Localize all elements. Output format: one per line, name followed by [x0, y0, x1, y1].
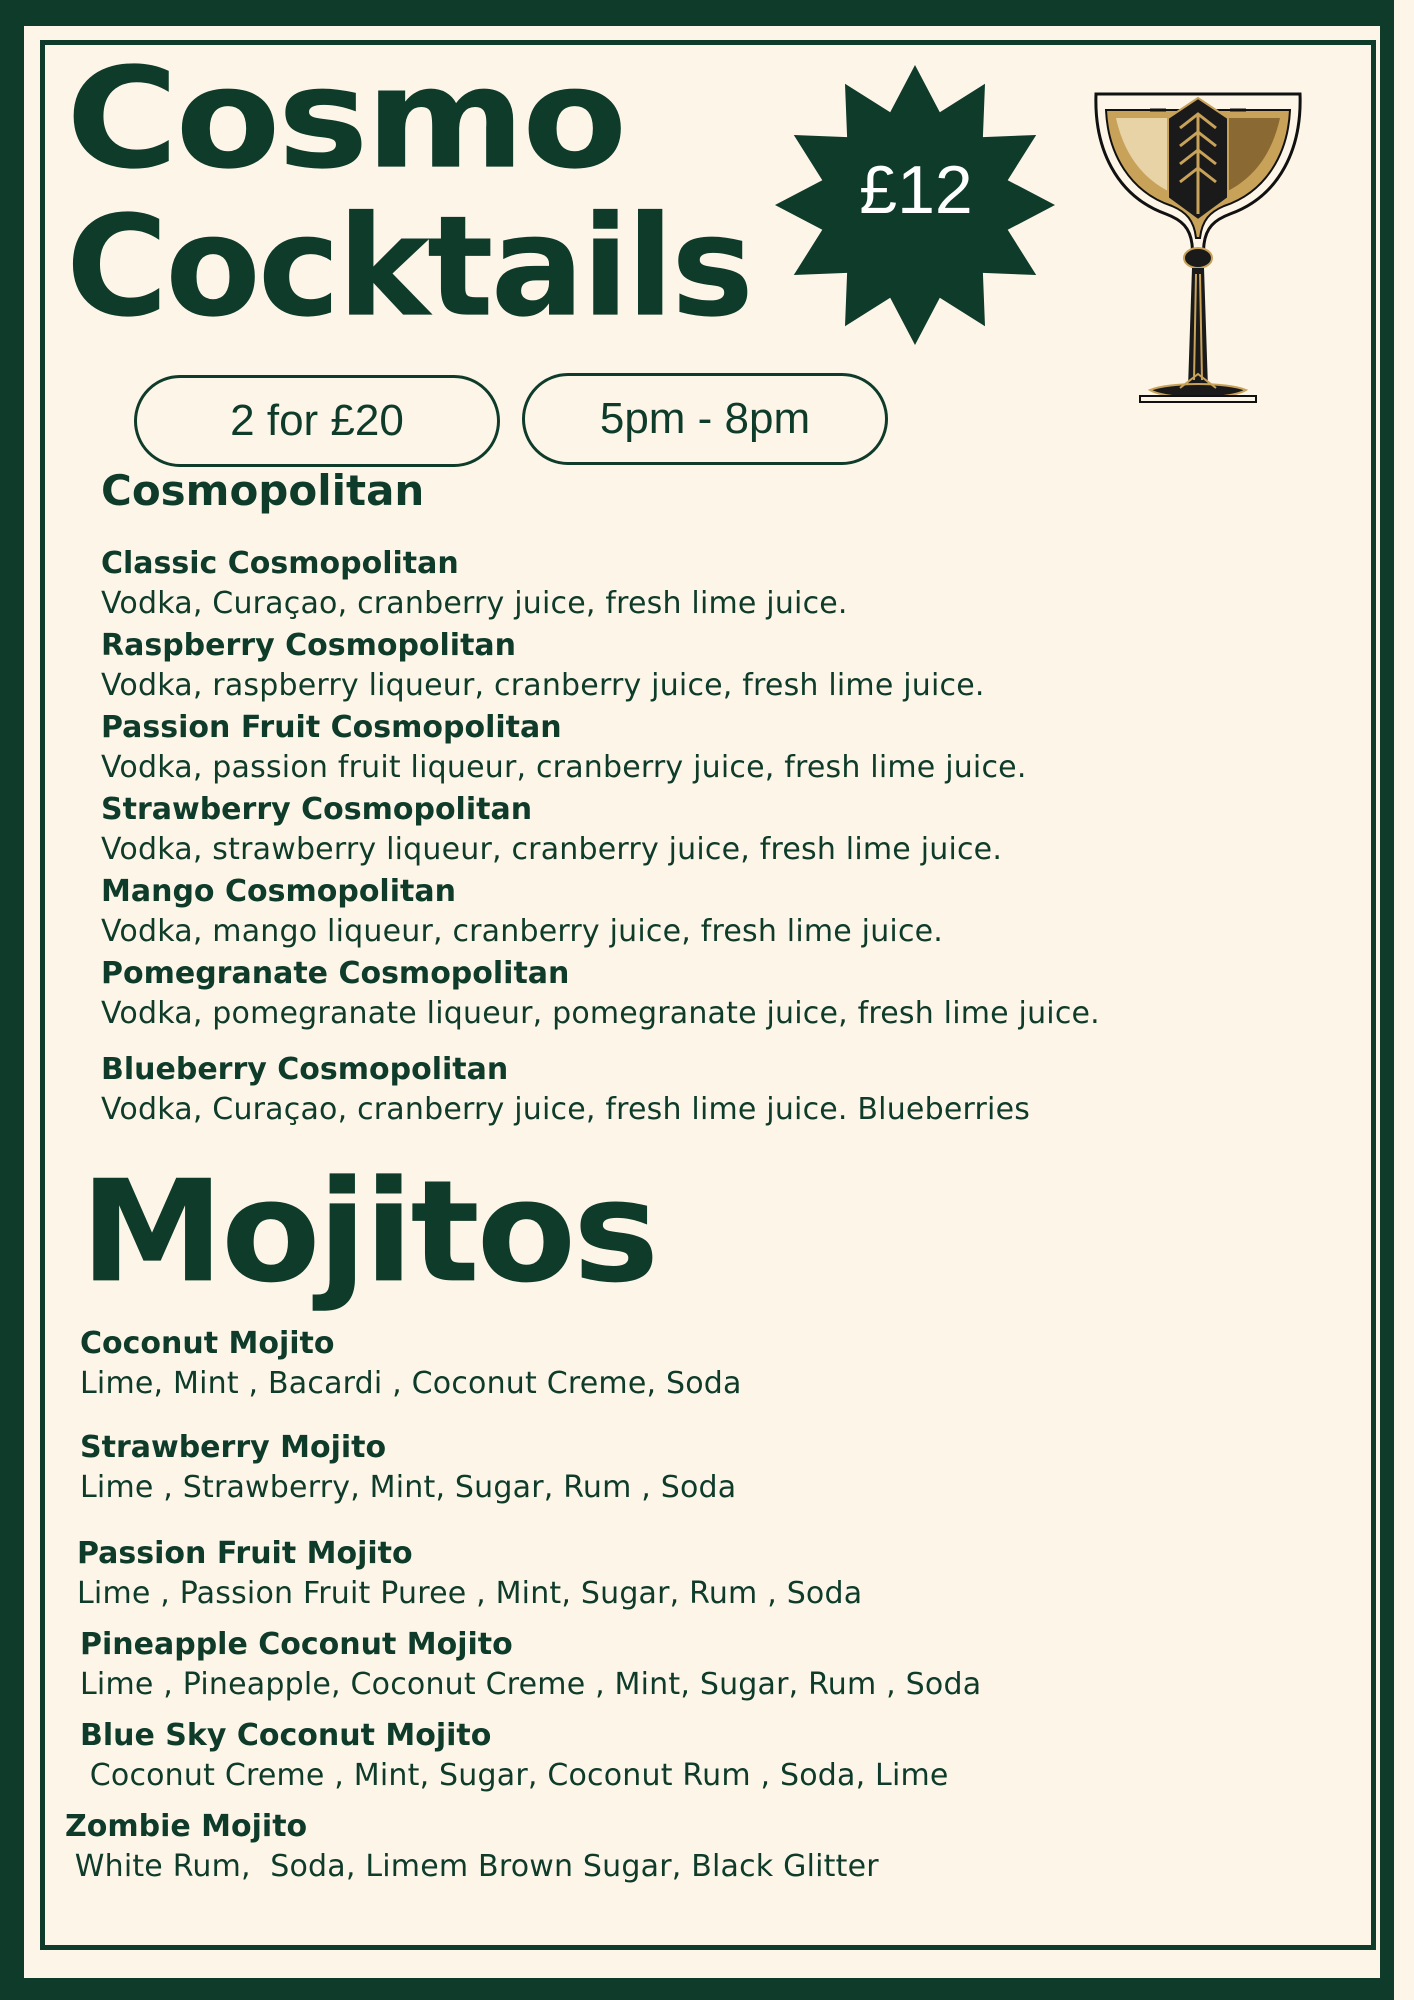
- item-description: Lime , Pineapple, Coconut Creme , Mint, Sugar, Rum , Soda: [80, 1667, 982, 1702]
- item-description: Vodka, Curaçao, cranberry juice, fresh lime juice.: [101, 586, 848, 621]
- item-name: Passion Fruit Cosmopolitan: [101, 710, 562, 745]
- list-item: [101, 1050, 1030, 1130]
- item-description: Vodka, Curaçao, cranberry juice, fresh lime juice. Blueberries: [101, 1092, 1031, 1127]
- cosmopolitan-heading: Cosmopolitan: [101, 466, 425, 515]
- list-item: [101, 626, 985, 706]
- price-label: £12: [859, 152, 973, 228]
- item-description: Lime , Strawberry, Mint, Sugar, Rum , Soda: [80, 1470, 737, 1505]
- cocktail-glass-icon: [1090, 88, 1306, 414]
- list-item: [101, 954, 1100, 1034]
- item-description: Vodka, pomegranate liqueur, pomegranate juice, fresh lime juice.: [101, 996, 1100, 1031]
- starburst-badge-icon: [770, 60, 1060, 350]
- item-name: Passion Fruit Mojito: [77, 1536, 413, 1571]
- list-item: [80, 1625, 981, 1705]
- item-description: White Rum, Soda, Limem Brown Sugar, Black Glitter: [65, 1849, 879, 1884]
- list-item: [77, 1534, 862, 1614]
- list-item: [101, 790, 1002, 870]
- time-pill: 5pm - 8pm: [522, 373, 888, 465]
- item-name: Zombie Mojito: [65, 1809, 308, 1844]
- item-description: Lime, Mint , Bacardi , Coconut Creme, Soda: [80, 1366, 742, 1401]
- title-line-2: Cocktails: [66, 186, 751, 348]
- item-name: Raspberry Cosmopolitan: [101, 628, 517, 663]
- item-name: Blueberry Cosmopolitan: [101, 1052, 509, 1087]
- title-line-1: Cosmo: [66, 38, 625, 200]
- item-name: Pineapple Coconut Mojito: [80, 1627, 513, 1662]
- item-name: Pomegranate Cosmopolitan: [101, 956, 570, 991]
- list-item: [80, 1716, 949, 1796]
- item-name: Strawberry Cosmopolitan: [101, 792, 533, 827]
- item-name: Blue Sky Coconut Mojito: [80, 1718, 492, 1753]
- item-description: Vodka, raspberry liqueur, cranberry juice, fresh lime juice.: [101, 668, 985, 703]
- item-description: Coconut Creme , Mint, Sugar, Coconut Rum , Soda, Lime: [80, 1758, 949, 1793]
- list-item: [65, 1807, 879, 1887]
- item-description: Vodka, passion fruit liqueur, cranberry juice, fresh lime juice.: [101, 750, 1027, 785]
- item-name: Strawberry Mojito: [80, 1430, 387, 1465]
- item-name: Classic Cosmopolitan: [101, 546, 459, 581]
- item-name: Mango Cosmopolitan: [101, 874, 456, 909]
- list-item: [101, 708, 1027, 788]
- list-item: [101, 544, 848, 624]
- mojitos-heading: Mojitos: [80, 1149, 657, 1314]
- item-description: Vodka, mango liqueur, cranberry juice, fresh lime juice.: [101, 914, 944, 949]
- offer-pill: 2 for £20: [134, 375, 500, 467]
- list-item: [80, 1324, 742, 1404]
- item-description: Lime , Passion Fruit Puree , Mint, Sugar, Rum , Soda: [77, 1576, 863, 1611]
- page-edge: [1394, 0, 1414, 2000]
- item-name: Coconut Mojito: [80, 1326, 335, 1361]
- list-item: [101, 872, 943, 952]
- item-description: Vodka, strawberry liqueur, cranberry juice, fresh lime juice.: [101, 832, 1003, 867]
- list-item: [80, 1428, 736, 1508]
